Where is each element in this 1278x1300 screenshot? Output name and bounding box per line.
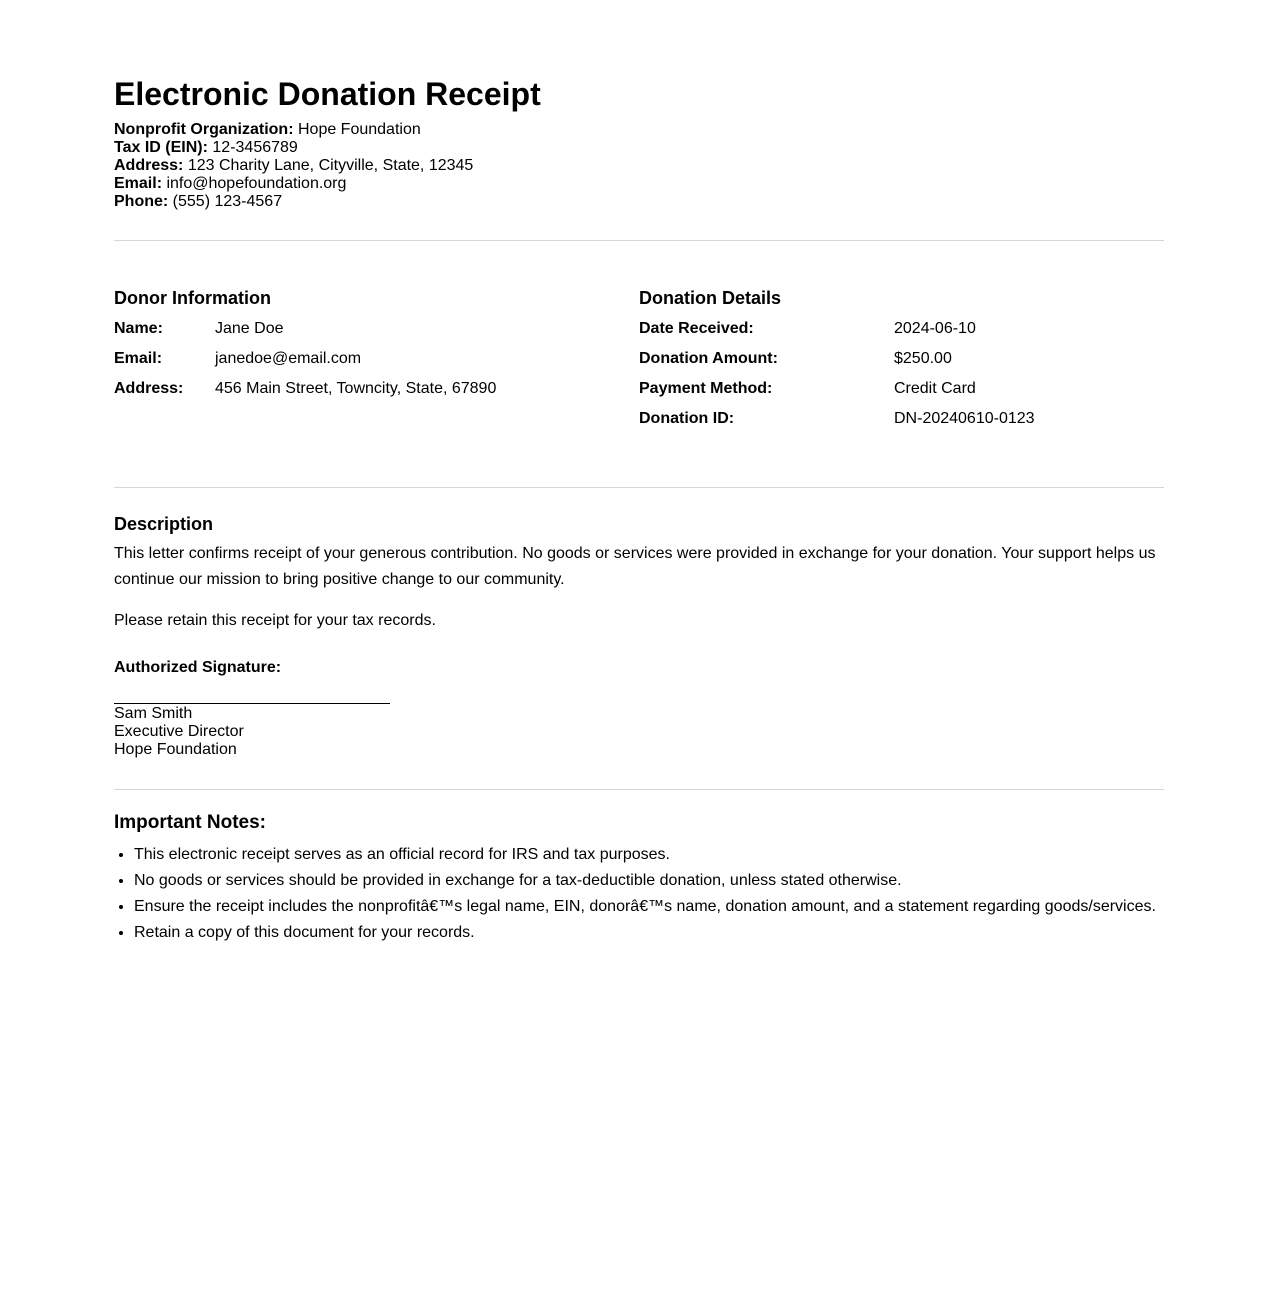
details-row-label: Donation ID:	[639, 410, 735, 427]
signer-title: Executive Director	[114, 723, 244, 740]
org-address-line	[114, 157, 1164, 175]
divider	[114, 789, 1164, 790]
details-row-label: Payment Method:	[639, 380, 773, 397]
org-address-label: Address:	[114, 157, 184, 174]
donor-row-label: Email:	[114, 350, 163, 367]
org-email-label: Email:	[114, 175, 163, 192]
donor-row-value: 456 Main Street, Towncity, State, 67890	[215, 380, 497, 397]
tax-id-label: Tax ID (EIN):	[114, 139, 208, 156]
list-item: • No goods or services should be provided in exchange for a tax-deductible donation, unless stated otherwise.	[134, 872, 1164, 890]
details-row	[639, 350, 1164, 368]
donor-row	[114, 350, 639, 368]
donor-row-label: Address:	[114, 380, 184, 397]
signature-label: Authorized Signature:	[114, 659, 282, 676]
org-name-line	[114, 121, 1164, 139]
signer-organization: Hope Foundation	[114, 741, 237, 758]
org-address-value: 123 Charity Lane, Cityville, State, 12345	[187, 157, 474, 174]
list-item: • This electronic receipt serves as an official record for IRS and tax purposes.	[134, 846, 1164, 864]
donor-row	[114, 380, 639, 398]
tax-id-line	[114, 139, 1164, 157]
important-notes	[114, 812, 1164, 942]
details-row-value: $250.00	[894, 350, 952, 367]
description-paragraph: This letter confirms receipt of your generous contribution. No goods or services were provided in exchange for your donation. Your support helps us continue our mission to bring positive change to our community.	[114, 545, 1156, 588]
donor-heading: Donor Information	[114, 288, 271, 308]
signature-line	[114, 703, 390, 704]
details-row-value: 2024-06-10	[894, 320, 976, 337]
notes-list	[114, 846, 1164, 942]
donor-row-value: Jane Doe	[215, 320, 284, 337]
list-item: • Ensure the receipt includes the nonprofitâ€™s legal name, EIN, donorâ€™s name, donation amount, and a statement regarding goods/services.	[134, 898, 1164, 916]
info-columns	[114, 288, 1164, 440]
receipt-page	[114, 0, 1164, 942]
description-section	[114, 513, 1164, 759]
donor-row	[114, 320, 639, 338]
organization-info	[114, 121, 1164, 211]
donor-row-value: janedoe@email.com	[215, 350, 362, 367]
page-title: Electronic Donation Receipt	[114, 76, 541, 112]
details-row-label: Date Received:	[639, 320, 754, 337]
details-row	[639, 410, 1164, 428]
details-row-value: DN-20240610-0123	[894, 410, 1035, 427]
org-name-label: Nonprofit Organization:	[114, 121, 294, 138]
details-row-value: Credit Card	[894, 380, 976, 397]
org-email-value: info@hopefoundation.org	[166, 175, 347, 192]
details-row	[639, 320, 1164, 338]
signer-name: Sam Smith	[114, 705, 193, 722]
donation-details	[639, 288, 1164, 440]
tax-id-value: 12-3456789	[212, 139, 298, 156]
org-email-line	[114, 175, 1164, 193]
details-heading: Donation Details	[639, 288, 782, 308]
divider	[114, 240, 1164, 241]
description-heading: Description	[114, 514, 214, 534]
org-phone-line	[114, 193, 1164, 211]
donor-information	[114, 288, 639, 440]
donor-row-label: Name:	[114, 320, 163, 337]
org-phone-value: (555) 123-4567	[172, 193, 283, 210]
details-row-label: Donation Amount:	[639, 350, 778, 367]
retain-notice: Please retain this receipt for your tax records.	[114, 612, 436, 629]
signature-block	[114, 705, 1164, 759]
notes-heading: Important Notes:	[114, 812, 266, 833]
list-item: • Retain a copy of this document for your records.	[134, 924, 1164, 942]
org-phone-label: Phone:	[114, 193, 169, 210]
details-row	[639, 380, 1164, 398]
divider	[114, 487, 1164, 488]
org-name-value: Hope Foundation	[297, 121, 421, 138]
